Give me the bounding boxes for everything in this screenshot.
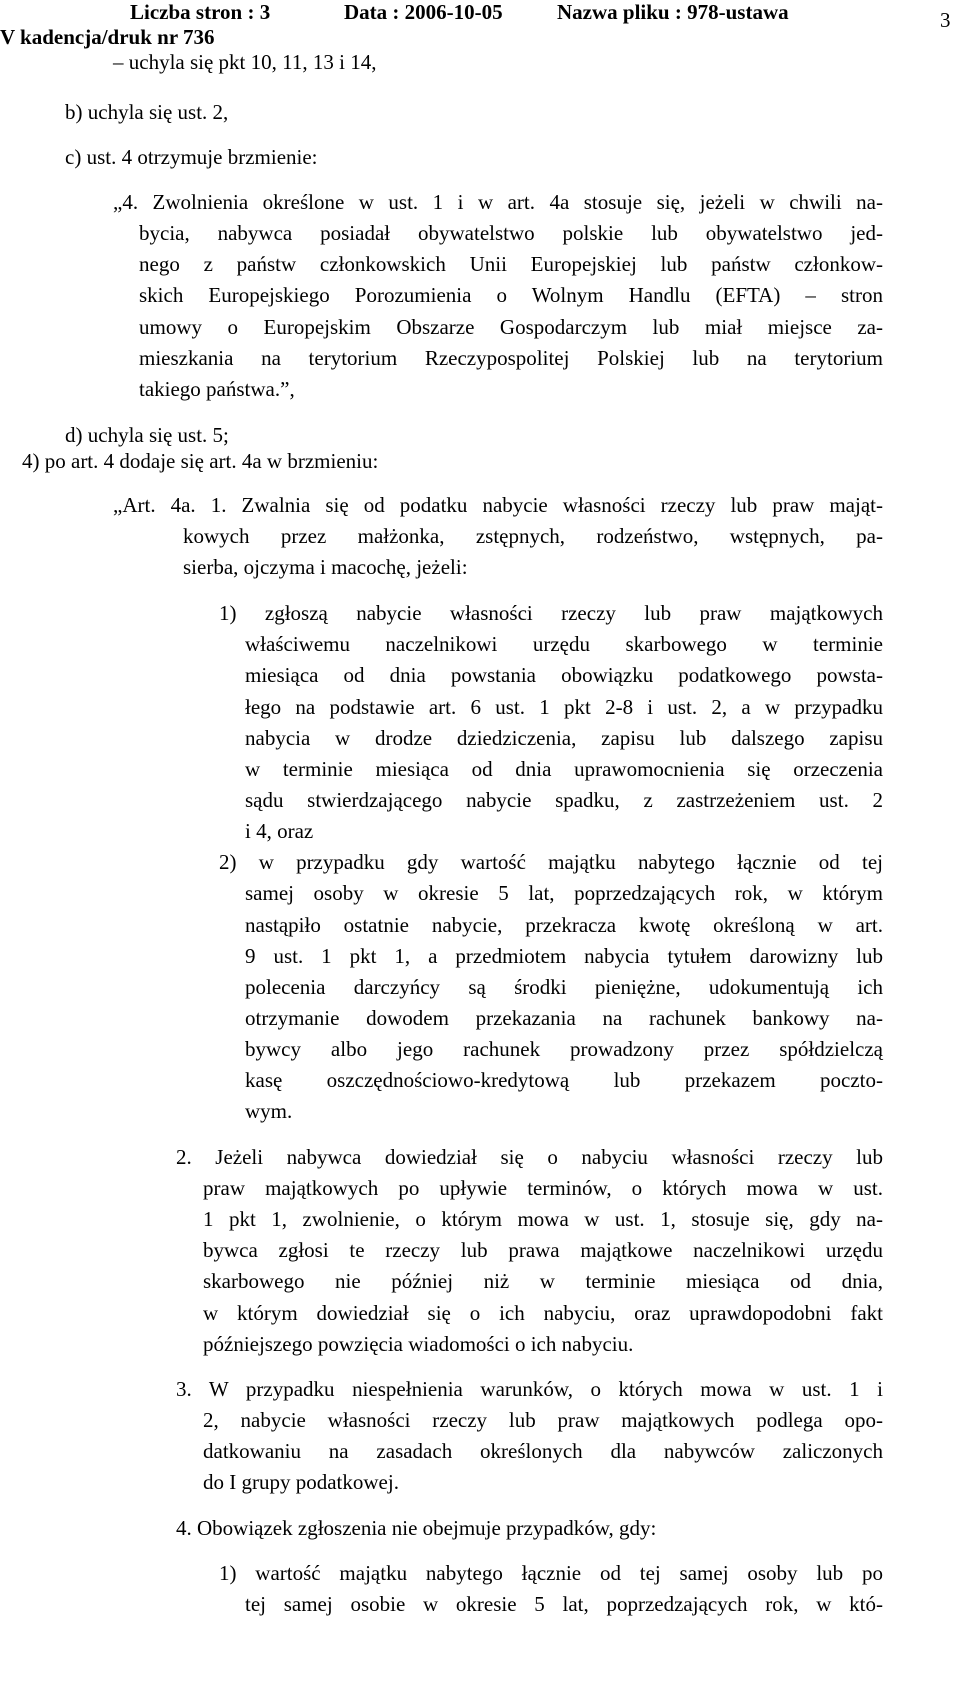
text-line: tej samej osobie w okresie 5 lat, poprzedzających rok, w któ- xyxy=(245,1592,883,1616)
text-line: późniejszego powzięcia wiadomości o ich nabyciu. xyxy=(203,1332,634,1356)
text-line: d) uchyla się ust. 5; xyxy=(65,423,229,447)
text-line: samej osoby w okresie 5 lat, poprzedzających rok, w którym xyxy=(245,881,883,905)
text-line: mieszkania na terytorium Rzeczypospolitej Polskiej lub na terytorium xyxy=(139,346,883,370)
text-line: 3. W przypadku niespełnienia warunków, o których mowa w ust. 1 i xyxy=(176,1377,883,1401)
text-line: kowych przez małżonka, zstępnych, rodzeństwo, wstępnych, pa- xyxy=(183,524,883,548)
text-line: wym. xyxy=(245,1099,293,1123)
text-line: 9 ust. 1 pkt 1, a przedmiotem nabycia tytułem darowizny lub xyxy=(245,944,883,968)
text-line: w terminie miesiąca od dnia uprawomocnienia się orzeczenia xyxy=(245,757,883,781)
text-line: łego na podstawie art. 6 ust. 1 pkt 2-8 i ust. 2, a w przypadku xyxy=(245,695,883,719)
text-line: bywcy albo jego rachunek prowadzony przez spółdzielczą xyxy=(245,1037,883,1061)
text-line: bywca zgłosi te rzeczy lub prawa majątkowe naczelnikowi urzędu xyxy=(203,1238,883,1262)
text-line: właściwemu naczelnikowi urzędu skarbowego w terminie xyxy=(245,632,883,656)
text-line: otrzymanie dowodem przekazania na rachunek bankowy na- xyxy=(245,1006,883,1030)
text-line: nabycia w drodze dziedziczenia, zapisu lub dalszego zapisu xyxy=(245,726,883,750)
text-line: datkowaniu na zasadach określonych dla nabywców zaliczonych xyxy=(203,1439,883,1463)
text-line: i 4, oraz xyxy=(245,819,314,843)
text-line: „4. Zwolnienia określone w ust. 1 i w art. 4a stosuje się, jeżeli w chwili na- xyxy=(113,190,883,214)
text-line: 1) wartość majątku nabytego łącznie od tej samej osoby lub po xyxy=(219,1561,883,1585)
text-line: miesiąca od dnia powstania obowiązku podatkowego powsta- xyxy=(245,663,883,687)
text-line: sierba, ojczyma i macochę, jeżeli: xyxy=(183,555,468,579)
text-line: umowy o Europejskim Obszarze Gospodarczym lub miał miejsce za- xyxy=(139,315,883,339)
text-line: nego z państw członkowskich Unii Europejskiej lub państw członkow- xyxy=(139,252,883,276)
text-line: nastąpiło ostatnie nabycie, przekracza kwotę określoną w art. xyxy=(245,913,883,937)
text-line: 2, nabycie własności rzeczy lub praw majątkowych podlega opo- xyxy=(203,1408,883,1432)
text-line: 2) w przypadku gdy wartość majątku nabytego łącznie od tej xyxy=(219,850,883,874)
text-line: polecenia darczyńcy są środki pieniężne, udokumentują ich xyxy=(245,975,883,999)
text-line: skich Europejskiego Porozumienia o Wolnym Handlu (EFTA) – stron xyxy=(139,283,883,307)
text-line: „Art. 4a. 1. Zwalnia się od podatku nabycie własności rzeczy lub praw mająt- xyxy=(113,493,883,517)
text-line: w którym dowiedział się o ich nabyciu, oraz uprawdopodobni fakt xyxy=(203,1301,883,1325)
filename-label: Nazwa pliku : 978-ustawa xyxy=(557,0,789,24)
text-line: b) uchyla się ust. 2, xyxy=(65,100,229,124)
text-line: bycia, nabywca posiadał obywatelstwo polskie lub obywatelstwo jed- xyxy=(139,221,883,245)
tenure-label: V kadencja/druk nr 736 xyxy=(0,25,215,49)
text-line: 4) po art. 4 dodaje się art. 4a w brzmieniu: xyxy=(22,449,379,473)
text-line: praw majątkowych po upływie terminów, o których mowa w ust. xyxy=(203,1176,883,1200)
page-count-label: Liczba stron : 3 xyxy=(130,0,271,24)
text-line: sądu stwierdzającego nabycie spadku, z zastrzeżeniem ust. 2 xyxy=(245,788,883,812)
text-line: 1 pkt 1, zwolnienie, o którym mowa w ust. 1, stosuje się, gdy na- xyxy=(203,1207,883,1231)
text-line: – uchyla się pkt 10, 11, 13 i 14, xyxy=(113,50,377,74)
page-number: 3 xyxy=(940,8,951,32)
date-label: Data : 2006-10-05 xyxy=(344,0,503,24)
text-line: kasę oszczędnościowo-kredytową lub przekazem poczto- xyxy=(245,1068,883,1092)
text-line: 2. Jeżeli nabywca dowiedział się o nabyciu własności rzeczy lub xyxy=(176,1145,883,1169)
text-line: do I grupy podatkowej. xyxy=(203,1470,399,1494)
document-header xyxy=(0,0,960,26)
text-line: 4. Obowiązek zgłoszenia nie obejmuje przypadków, gdy: xyxy=(176,1516,657,1540)
text-line: skarbowego nie później niż w terminie miesiąca od dnia, xyxy=(203,1269,883,1293)
text-line: takiego państwa.”, xyxy=(139,377,295,401)
text-line: 1) zgłoszą nabycie własności rzeczy lub praw majątkowych xyxy=(219,601,883,625)
text-line: c) ust. 4 otrzymuje brzmienie: xyxy=(65,145,318,169)
